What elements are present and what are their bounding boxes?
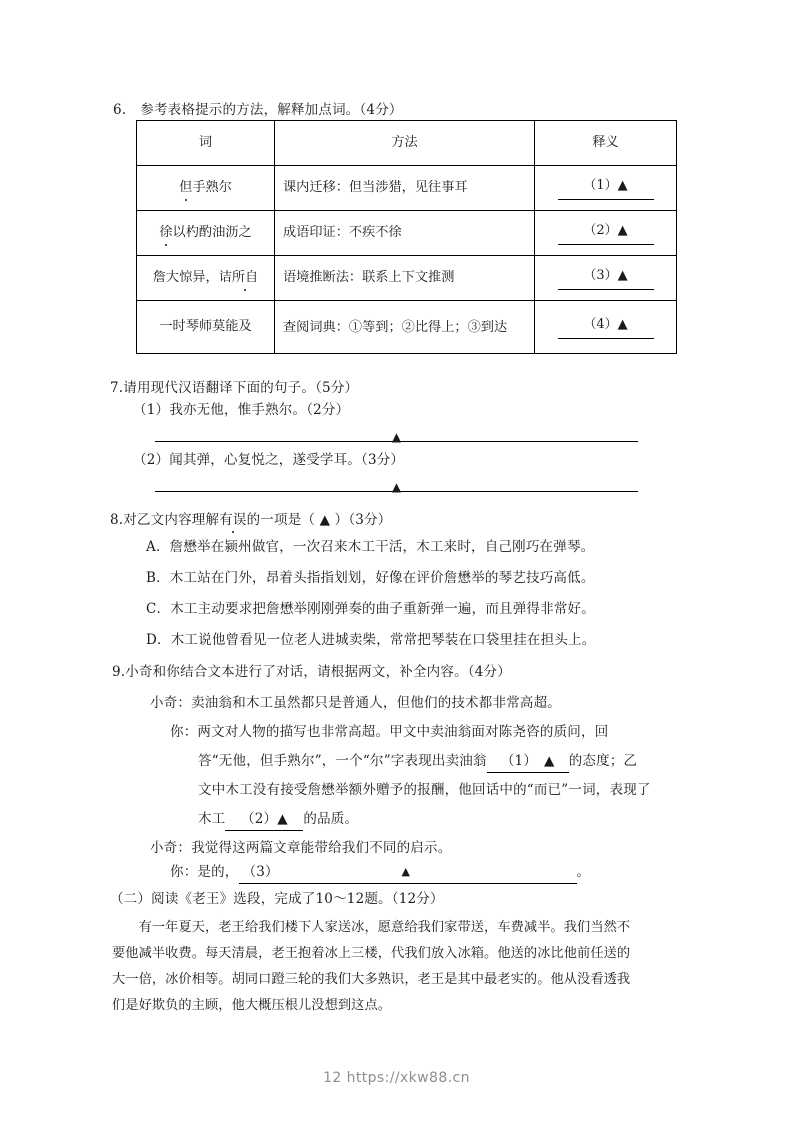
word-lead: 詹大惊异，诘 <box>152 270 232 285</box>
answer-blank-9-2[interactable]: （2）▲ <box>225 809 303 831</box>
question-6-number: 6. <box>113 102 127 118</box>
option-letter: C． <box>146 601 171 617</box>
question-6-prompt: 参考表格提示的方法，解释加点词。（4分） <box>140 102 403 118</box>
question-9-heading <box>112 662 511 682</box>
vocabulary-table <box>136 120 677 354</box>
dialogue-line-xiaoqi-2 <box>150 838 451 858</box>
answer-blank[interactable]: （1）▲ <box>558 176 654 200</box>
question-8-number: 8. <box>110 512 124 528</box>
section-2-heading: （二）阅读《老王》选段，完成了10～12题。（12分） <box>110 891 444 907</box>
option-text: 木工站在门外，昂着头指指划划，好像在评价詹懋举的琴艺技巧高低。 <box>169 570 595 586</box>
dialogue-text: 我觉得这两篇文章能带给我们不同的启示。 <box>191 840 452 856</box>
question-7-prompt: 请用现代汉语翻译下面的句子。（5分） <box>123 380 359 396</box>
answer-blank[interactable]: （4）▲ <box>558 315 654 339</box>
question-8-prompt-b: 的一项是（ ▲ ）（3分） <box>246 512 392 528</box>
table-cell-word <box>137 211 275 256</box>
table-row <box>137 256 677 301</box>
table-header-meaning: 释义 <box>535 121 677 166</box>
table-cell-meaning <box>535 166 677 211</box>
question-9-prompt: 小奇和你结合文本进行了对话，请根据两文，补全内容。（4分） <box>125 664 511 680</box>
table-header-row <box>137 121 677 166</box>
speaker-label: 小奇： <box>150 695 192 711</box>
dialogue-line-you-1-cont3 <box>198 809 358 831</box>
answer-blank-9-1[interactable]: （1） ▲ <box>487 751 569 773</box>
dialogue-line-xiaoqi-1 <box>150 693 561 713</box>
option-letter: B． <box>146 570 170 586</box>
option-letter: A． <box>146 539 170 555</box>
dialogue-text-a: 答“无他，但手熟尔”，一个“尔”字表现出卖油翁 <box>198 753 487 769</box>
question-8-option-c[interactable] <box>146 599 595 619</box>
table-row <box>137 211 677 256</box>
answer-blank-9-3[interactable] <box>239 862 577 884</box>
table-cell-meaning <box>535 301 677 354</box>
triangle-marker: ▲ <box>391 480 402 494</box>
dialogue-text: 两文对人物的描写也非常高超。甲文中卖油翁面对陈尧咨的质问，回 <box>197 724 609 740</box>
question-8-heading <box>110 510 392 530</box>
speaker-label: 小奇： <box>150 840 192 856</box>
dialogue-text-b: 的品质。 <box>303 811 359 827</box>
dialogue-text-a: 是的， <box>197 864 239 880</box>
word-rest: 手熟尔 <box>192 180 232 195</box>
dialogue-text: 卖油翁和木工虽然都只是普通人，但他们的技术都非常高超。 <box>191 695 562 711</box>
answer-line-7-2[interactable] <box>155 474 638 492</box>
dialogue-text-b: 。 <box>576 864 591 880</box>
passage-line-1: 有一年夏天，老王给我们楼下人家送冰，愿意给我们家带送，车费减半。我们当然不 <box>112 920 631 935</box>
dialogue-line-you-1-cont <box>198 751 637 773</box>
dialogue-line-you-2 <box>170 862 590 884</box>
option-letter: D． <box>146 632 171 648</box>
dialogue-line-you-1-cont2: 文中木工没有接受詹懋举额外赠予的报酬，他回话中的“而已”一词，表现了 <box>198 782 651 798</box>
dialogue-text-a: 木工 <box>198 811 226 827</box>
answer-blank[interactable]: （3）▲ <box>558 266 654 290</box>
dotted-char: 有误 <box>219 512 247 528</box>
question-7-number: 7. <box>110 380 124 396</box>
passage-line-3: 大一倍，冰价相等。胡同口蹬三轮的我们大多熟识，老王是其中最老实的。他从没看透我 <box>112 972 631 987</box>
question-9-number: 9. <box>112 664 126 680</box>
table-row <box>137 301 677 354</box>
table-row <box>137 166 677 211</box>
page-watermark: 12 https://xkw88.cn <box>323 1070 470 1086</box>
question-8-option-b[interactable] <box>146 568 595 588</box>
dotted-char: 所自 <box>232 268 258 288</box>
question-7-heading <box>110 378 358 398</box>
triangle-marker: ▲ <box>391 430 402 444</box>
table-cell-method: 查阅词典：①等到；②比得上；③到达 <box>275 301 535 354</box>
word-rest: 以杓酌油沥之 <box>172 225 252 240</box>
table-header-word: 词 <box>137 121 275 166</box>
table-cell-word <box>137 166 275 211</box>
table-cell-meaning <box>535 211 677 256</box>
dotted-char: 但 <box>179 178 192 198</box>
question-8-prompt-a: 对乙文内容理解 <box>123 512 220 528</box>
passage-line-2: 要他减半收费。每天清晨，老王抱着冰上三楼，代我们放入冰箱。他送的冰比他前任送的 <box>112 946 631 961</box>
passage-line-4: 们是好欺负的主顾，他大概压根儿没想到这点。 <box>112 998 392 1013</box>
blank-label: （3） <box>242 864 279 880</box>
answer-line-7-1[interactable] <box>155 424 638 442</box>
table-header-method: 方法 <box>275 121 535 166</box>
question-7-item-2: （2）闻其弹，心复悦之，遂受学耳。（3分） <box>133 452 405 468</box>
question-8-option-a[interactable] <box>146 537 594 557</box>
speaker-label: 你： <box>170 724 198 740</box>
word-lead: 一时琴师莫能及 <box>159 319 252 334</box>
question-7-item-1: （1）我亦无他，惟手熟尔。（2分） <box>133 402 350 418</box>
option-text: 木工主动要求把詹懋举刚刚弹奏的曲子重新弹一遍，而且弹得非常好。 <box>170 601 595 617</box>
dialogue-text-b: 的态度；乙 <box>568 753 638 769</box>
dialogue-line-you-1 <box>170 722 608 742</box>
option-text: 詹懋举在颍州做官，一次召来木工干活，木工来时，自己刚巧在弹琴。 <box>169 539 595 555</box>
table-cell-method: 课内迁移：但当涉猎，见往事耳 <box>275 166 535 211</box>
question-8-option-d[interactable] <box>146 630 595 650</box>
table-cell-meaning <box>535 256 677 301</box>
table-cell-word <box>137 301 275 354</box>
question-6-heading <box>113 100 403 120</box>
option-text: 木工说他曾看见一位老人进城卖柴，常常把琴装在口袋里挂在担头上。 <box>170 632 596 648</box>
table-cell-word <box>137 256 275 301</box>
triangle-marker: ▲ <box>401 865 411 878</box>
answer-blank[interactable]: （2）▲ <box>558 221 654 245</box>
table-cell-method: 成语印证：不疾不徐 <box>275 211 535 256</box>
dotted-char: 徐 <box>159 223 172 243</box>
speaker-label: 你： <box>170 864 198 880</box>
table-cell-method: 语境推断法：联系上下文推测 <box>275 256 535 301</box>
